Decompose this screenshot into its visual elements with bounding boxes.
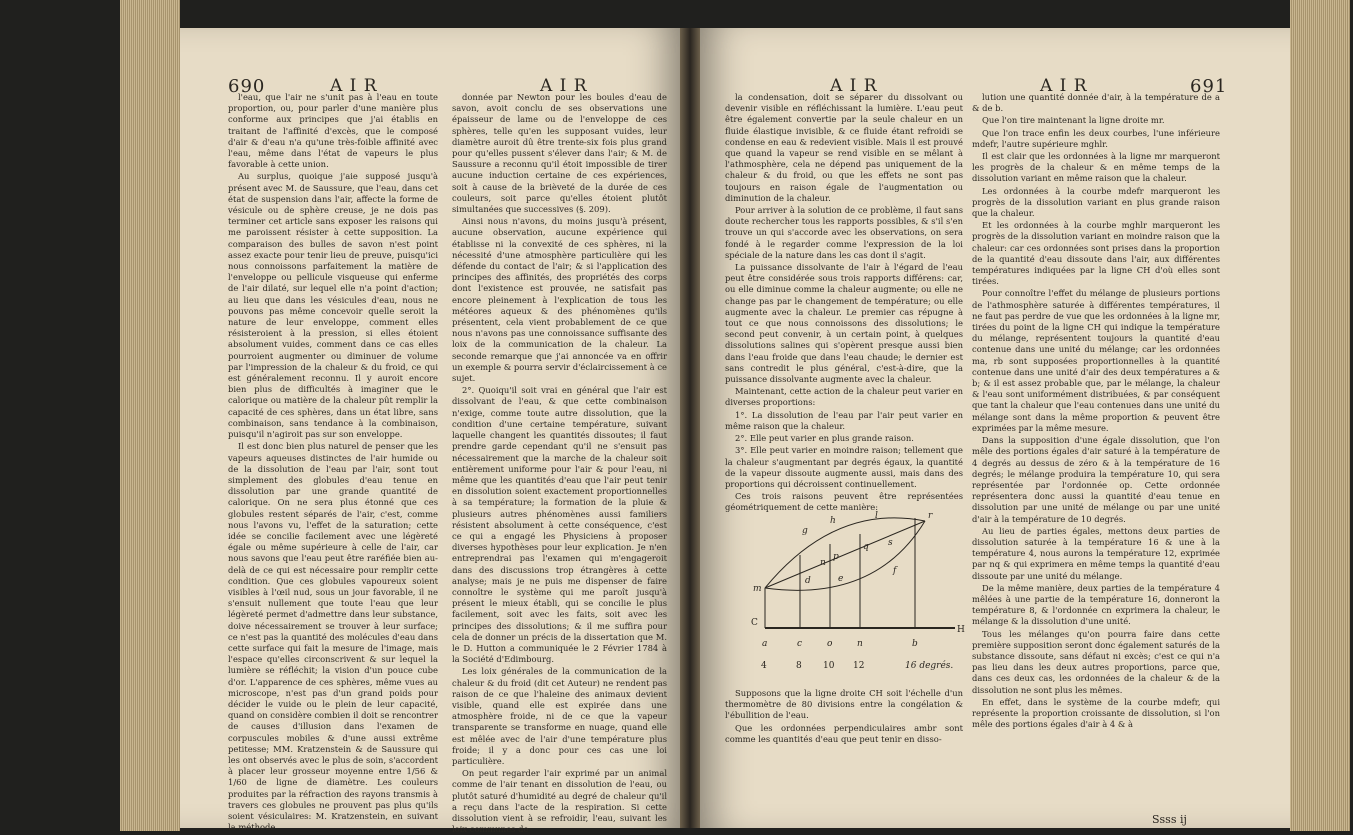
list-item: 2°. Elle peut varier en plus grande raison. — [735, 433, 914, 444]
paragraph: Et les ordonnées à la courbe mghlr marqueront les progrès de la dissolution variant en moindre raison que la chaleur: car ces ordonnées sont prises dans la proportion de la quantité d'eau dissoute dans l'air, aux différentes températures indiquées par la ligne CH d'où elles sont tirées. — [972, 220, 1220, 287]
point-label: d — [805, 576, 811, 586]
paragraph: la condensation, doit se séparer du dissolvant ou devenir visible en réfléchissant la lumière. L'eau peut être également convertie par la seule chaleur en un fluide élastique invisible, & ce fluide étant refroidi se condense en eau & redevient visible. Mais il est prouvé que quand la vapeur se rend visible en se mêlant à l'athmosphère, cela ne dépend pas uniquement de la chaleur & du froid, ou que les effets ne sont pas toujours en raison égale de l'augmentation ou diminution de la chaleur. — [725, 92, 963, 203]
base-letter: a — [762, 639, 768, 649]
paragraph: La puissance dissolvante de l'air à l'égard de l'eau peut être considérée sous trois rapports différens: car, ou elle diminue comme la chaleur augmente; ou elle ne change pas par le changement de température; ou elle augmente avec la chaleur. Le premier cas répugne à tout ce que nous connoissons des dissolutions; le second peut convenir, à un certain point, à quelques dissolutions salines qui s'opèrent presque aussi bien dans l'eau froide que dans l'eau chaude; le dernier est sans contredit le plus général, c'est-à-dire, que la puissance dissolvante augmente avec la chaleur. — [725, 262, 963, 385]
paragraph: Pour arriver à la solution de ce problème, il faut sans doute rechercher tous les rapports possibles, & s'il s'en trouve un qui s'accorde avec les observations, on sera fondé à le regarder comme l'expression de la loi spéciale de la nature dans les cas dont il s'agit. — [725, 205, 963, 260]
point-label: l — [875, 511, 878, 521]
degree-label: 8 — [796, 661, 802, 671]
paragraph: Pour connoître l'effet du mélange de plusieurs portions de l'athmosphère saturée à différentes températures, il ne faut pas perdre de vue que les ordonnées à la ligne mr, tirées du point de la ligne CH qui indique la température du mélange, représentent toujours la quantité d'eau contenue dans une unité du mélange; car les ordonnées ma, rb sont supposées proportionnelles à la quantité contenue dans une unité d'air des deux températures a & b; & il est assez probable que, par le mélange, la chaleur & l'eau sont uniformément distribuées, & par conséquent que tant la chaleur que l'eau contenues dans une unité du mélange sont dans la même proportion & peuvent être exprimées par la même mesure. — [972, 288, 1220, 433]
right-page — [700, 28, 1290, 828]
page-number-left: 690 — [228, 76, 266, 97]
degree-label: 10 — [823, 661, 835, 671]
paragraph: De la même manière, deux parties de la température 4 mêlées à une partie de la température 16, donneront la température 8, & l'ordonnée cn exprimera la chaleur, le mélange & la dissolution d'une unité. — [972, 582, 1220, 627]
paragraph: Les ordonnées à la courbe mdefr marqueront les progrès de la dissolution variant en plus grande raison que la chaleur. — [972, 185, 1220, 219]
base-letter: o — [827, 639, 833, 649]
point-label: p — [833, 552, 839, 562]
paragraph: Que l'on trace enfin les deux courbes, l'une inférieure mdefr, l'autre supérieure mghlr. — [972, 127, 1220, 149]
point-label: r — [928, 511, 933, 521]
signature-mark: Ssss ij — [1152, 813, 1187, 826]
paragraph: 2°. Quoiqu'il soit vrai en général que l'air est dissolvant de l'eau, & que cette combinaison n'exige, comme toute autre dissolution, que la condition d'une certaine température, suivant laquelle changent les quantités dissoutes; il faut prendre garde cependant qu'il ne s'ensuit pas nécessairement que la marche de la chaleur soit entièrement uniforme pour l'air & pour l'eau, ni même que les quantités d'eau que l'air peut tenir en dissolution soient exactement proportionnelles à sa température; la formation de la pluie & plusieurs autres phénomènes aussi familiers résistent absolument à cette conséquence, c'est ce qui a engagé les Physiciens à proposer diverses hypothèses pour leur explication. Je n'en entreprendrai pas l'examen qui m'engageroit dans des discussions trop étrangères à cette analyse; mais je ne puis me dispenser de faire connoître le système qui me paroît jusqu'à présent le mieux établi, qui se concilie le plus facilement, soit avec les faits, soit avec les principes des dissolutions; & il me suffira pour cela de donner un précis de la dissertation que M. le D. Hutton a communiquée le 2 Février 1784 à la Société d'Edimbourg. — [452, 385, 667, 665]
paragraph: Supposons que la ligne droite CH soit l'échelle d'un thermomètre de 80 divisions entre la congélation & l'ébullition de l'eau. — [725, 688, 963, 721]
base-letter: n — [857, 639, 863, 649]
paragraph: lution une quantité donnée d'air, à la température de a & de b. — [972, 92, 1220, 114]
paragraph: On peut regarder l'air exprimé par un animal comme de l'air tenant en dissolution de l'eau, ou plutôt saturé d'humidité au degré de chaleur qu'il a reçu dans l'acte de la respiration. Si cette dissolution vient à se refroidir, l'eau, suivant les loix communes de — [452, 768, 667, 835]
scale-label-c: C — [751, 618, 758, 628]
point-label: h — [830, 516, 836, 526]
book-edge-right — [1290, 0, 1350, 831]
paragraph: l'eau, que l'air ne s'unit pas à l'eau en toute proportion, ou, pour parler d'une manière plus conforme aux principes que j'ai établis en traitant de l'affinité d'excès, que le composé d'air & d'eau n'a qu'une très-foible affinité avec l'eau, même dans l'état de vapeurs le plus favorable à cette union. — [228, 92, 438, 170]
paragraph: En effet, dans le système de la courbe mdefr, qui représente la proportion croissante de dissolution, si l'on mêle des portions égales d'air à 4 & à — [972, 696, 1220, 730]
running-head-right-2: A I R — [1040, 76, 1088, 96]
degree-label: 12 — [853, 661, 865, 671]
running-head-left-1: A I R — [330, 76, 378, 96]
point-label: e — [838, 574, 844, 584]
paragraph: Maintenant, cette action de la chaleur peut varier en diverses proportions: — [725, 386, 963, 408]
paragraph: Il est donc bien plus naturel de penser que les vapeurs aqueuses distinctes de l'air humide ou de la dissolution de l'eau par l'air, sont tout simplement des globules d'eau tenue en dissolution par une grande quantité de calorique. On ne sera plus étonné que ces globules restent séparés de l'air, c'est, comme nous l'avons vu, l'effet de la saturation; cette idée se concilie facilement avec une légèreté égale ou même supérieure à celle de l'air, car nous savons que l'eau peut être raréfiée bien au-delà de ce qui est nécessaire pour remplir cette condition. Que ces globules vapoureux soient visibles à l'œil nud, sous un jour favorable, il ne s'ensuit nullement que toute l'eau que leur légèreté permet d'admettre dans leur substance, doive nécessairement se trouver à leur surface; ce n'est pas la quantité des molécules d'eau dans cette surface qui fait la mesure de l'image, mais l'espace qu'elles circonscrivent & sur lequel la lumière se réfléchit; la vision d'un pouce cube d'or. L'apparence de ces sphères, même vues au microscope, n'est pas d'un grand poids pour décider le vuide ou le plein de leur capacité, quand on considère combien il doit se rencontrer de causes d'illusion dans l'examen de corpuscules mobiles & d'une aussi extrême petitesse; MM. Kratzenstein & de Saussure qui les ont observés avec le plus de soin, s'accordent à placer leur grosseur moyenne entre 1/56 & 1/60 de ligne de diamètre. Les couleurs produites par la réfraction des rayons transmis à travers ces globules ne prouvent pas plus qu'ils soient vésiculaires: M. Kratzenstein, en suivant la méthode — [228, 441, 438, 833]
degree-label: 4 — [761, 661, 767, 671]
right-page-column-1-top — [725, 92, 963, 513]
paragraph: donnée par Newton pour les boules d'eau de savon, avoit conclu de ses observations une épaisseur de lame ou de l'enveloppe de ces sphères, telle qu'en les supposant vuides, leur diamètre auroit dû être trente-six fois plus grand pour qu'elles pussent s'élever dans l'air; & M. de Saussure a reconnu qu'il étoit impossible de tirer aucune induction certaine de ces expériences, soit à cause de la brièveté de la durée de ces couleurs, soit parce qu'elles étoient plutôt simultanées que successives (§. 209). — [452, 92, 667, 215]
left-page-column-1 — [228, 92, 438, 833]
point-label: g — [802, 526, 808, 536]
book-spine — [680, 28, 700, 828]
paragraph: Au lieu de parties égales, mettons deux parties de dissolution saturée à la température 16 & une à la température 4, nous aurons la température 12, exprimée par nq & qui exprimera en même temps la quantité d'eau dissoute par une unité du mélange. — [972, 525, 1220, 581]
running-head-right-1: A I R — [830, 76, 878, 96]
running-head-left-2: A I R — [540, 76, 588, 96]
paragraph: Que l'on tire maintenant la ligne droite mr. — [982, 115, 1165, 126]
right-page-column-2 — [972, 92, 1220, 807]
point-label: f — [893, 566, 897, 576]
point-label: n — [820, 558, 826, 568]
degree-label: 16 degrés. — [905, 661, 954, 671]
base-letter: c — [797, 639, 803, 649]
list-item: 3°. Elle peut varier en moindre raison; tellement que la chaleur s'augmentant par degrés égaux, la quantité de la vapeur dissoute augmente aussi, mais dans des proportions qui décroissent continuellement. — [725, 445, 963, 489]
paragraph: Ces trois raisons peuvent être représentées géométriquement de cette manière: — [725, 491, 963, 513]
point-label: m — [753, 584, 762, 594]
point-label: s — [888, 538, 893, 548]
paragraph: Que les ordonnées perpendiculaires ambr sont comme les quantités d'eau que peut tenir en disso- — [725, 722, 963, 744]
paragraph: Ainsi nous n'avons, du moins jusqu'à présent, aucune observation, aucune expérience qui établisse ni la convexité de ces sphères, ni la nécessité d'une atmosphère particulière qui les défende du contact de l'air; & si l'application des principes des affinités, des propriétés des corps dont l'existence est prouvée, ne satisfait pas encore pleinement à l'explication de tous les météores aqueux & des phénomènes qu'ils présentent, cela vient probablement de ce que nous n'avons pas une connoissance suffisante des loix de la communication de la chaleur. La seconde remarque que j'ai annoncée va en offrir un exemple & pourra servir d'éclaircissement à ce sujet. — [452, 216, 667, 384]
left-page — [180, 28, 680, 835]
page-number-right: 691 — [1190, 76, 1228, 97]
book-edge-left — [120, 0, 180, 831]
point-label: q — [863, 542, 869, 552]
geometric-figure — [725, 463, 970, 678]
paragraph: Dans la supposition d'une égale dissolution, que l'on mêle des portions égales d'air saturé à la température de 4 degrés au dessus de zéro & à la température de 16 degrés; le mélange produira la température 10, qui sera représentée par l'ordonnée op. Cette ordonnée représentera donc aussi la quantité d'eau tenue en dissolution par une unité de mélange ou par une unité d'air à la température de 10 degrés. — [972, 435, 1220, 524]
base-letter: b — [912, 639, 918, 649]
paragraph: Les loix générales de la communication de la chaleur & du froid (dit cet Auteur) ne rendent pas raison de ce que l'haleine des animaux devient visible, quand elle est expirée dans une atmosphère froide, ni de ce que la vapeur transparente se transforme en nuage, quand elle est mêlée avec de l'air d'une température plus froide; il y a donc pour ces cas une loi particulière. — [452, 666, 667, 766]
paragraph: Au surplus, quoique j'aie supposé jusqu'à présent avec M. de Saussure, que l'eau, dans cet état de suspension dans l'air, affecte la forme de vésicule ou de sphère creuse, je ne dois pas terminer cet article sans exposer les raisons qui me paroissent résister à cette supposition. La comparaison des bulles de savon n'est point assez exacte pour tenir lieu de preuve, puisqu'ici nous connoissons parfaitement la matière de l'enveloppe ou pellicule visqueuse qui enferme de l'air dilaté, sur lequel elle n'a point d'action; au lieu que dans les vésicules d'eau, nous ne pouvons pas même concevoir quelle seroit la nature de leur enveloppe, comment elles résisteroient à la pression, si elles étoient absolument vuides, comment dans ce cas elles pourroient augmenter ou diminuer de volume par l'impression de la chaleur & du froid, ce qui est généralement reconnu. Il y auroit encore bien plus de difficultés à imaginer que le calorique ou matière de la chaleur pût remplir la capacité de ces sphères, dans un état libre, sans combinaison, sans tendance à la combinaison, puisqu'il n'agiroit pas sur son enveloppe. — [228, 171, 438, 440]
right-page-column-1-bottom — [725, 688, 963, 808]
scale-label-h: H — [957, 625, 965, 635]
paragraph: Tous les mélanges qu'on pourra faire dans cette première supposition seront donc également saturés de la substance dissoute, sans défaut ni excès; c'est ce qui n'a pas lieu dans les deux autres proportions, parce que, dans ces deux cas, les ordonnées de la chaleur & de la dissolution ne sont plus les mêmes. — [972, 628, 1220, 695]
paragraph: Il est clair que les ordonnées à la ligne mr marqueront les progrès de la chaleur & en même temps de la dissolution variant en même raison que la chaleur. — [972, 151, 1220, 184]
list-item: 1°. La dissolution de l'eau par l'air peut varier en même raison que la chaleur. — [725, 409, 963, 431]
left-page-column-2 — [452, 92, 667, 835]
